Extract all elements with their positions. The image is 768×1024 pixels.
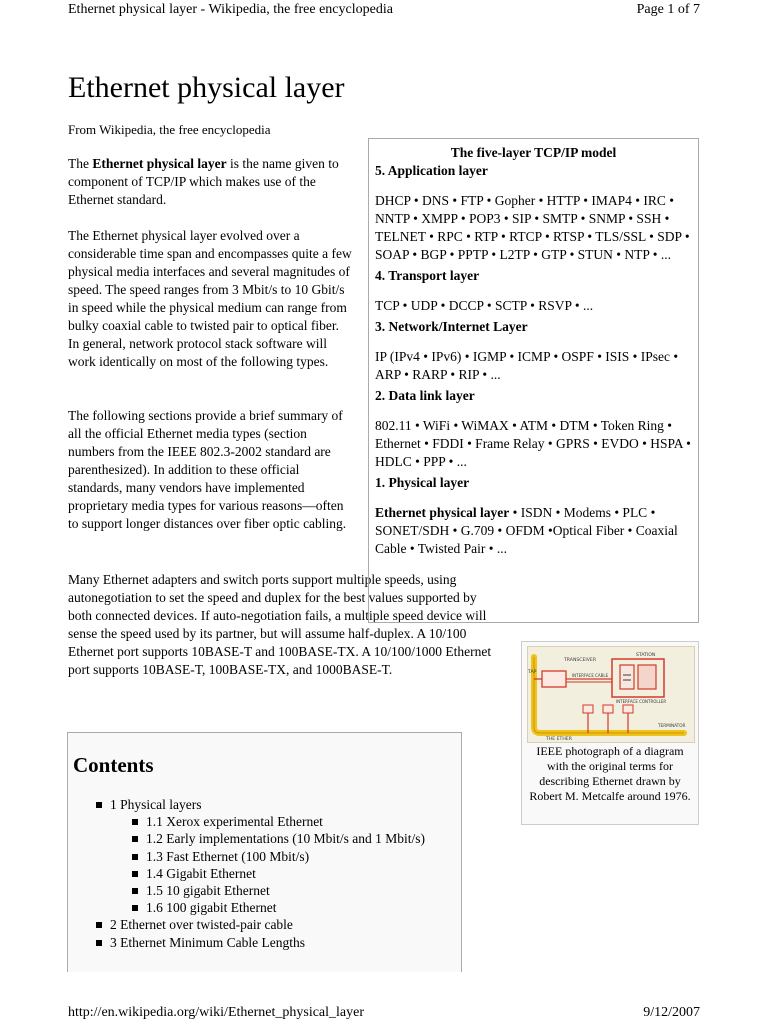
infobox-title: The five-layer TCP/IP model <box>450 145 617 160</box>
sketch-label: STATION <box>636 653 656 658</box>
page-tagline: From Wikipedia, the free encyclopedia <box>68 122 271 137</box>
toc-subitem[interactable]: 1.4 Gigabit Ethernet <box>132 865 425 882</box>
infobox-layer-heading[interactable]: 3. Network/Internet Layer <box>375 319 528 334</box>
intro-paragraph <box>68 155 350 209</box>
infobox-layer-protocols[interactable]: 802.11 • WiFi • WiMAX • ATM • DTM • Token Ring • Ethernet • FDDI • Frame Relay • GPRS • EVDO • HSPA • HDLC • PPP • ... <box>375 418 691 469</box>
print-footer-date: 9/12/2007 <box>643 1005 700 1020</box>
figure-caption: IEEE photograph of a diagram with the original terms for describing Ethernet drawn by Robert M. Metcalfe around 1976. <box>529 744 691 803</box>
print-header-title: Ethernet physical layer - Wikipedia, the free encyclopedia <box>68 2 393 17</box>
toc-subitem[interactable]: 1.3 Fast Ethernet (100 Mbit/s) <box>132 848 425 865</box>
toc-subitem[interactable]: 1.1 Xerox experimental Ethernet <box>132 813 425 830</box>
toc-subitem[interactable]: 1.2 Early implementations (10 Mbit/s and 1 Mbit/s) <box>132 830 425 847</box>
infobox-layer-protocols[interactable] <box>375 504 692 558</box>
tcpip-model-infobox <box>368 138 699 623</box>
sketch-label: THE ETHER <box>546 737 572 742</box>
sketch-label: TRANSCEIVER <box>564 658 597 663</box>
toc-item-label[interactable]: 1 Physical layers <box>110 797 202 812</box>
intro-text-start: The <box>68 156 93 171</box>
toc-item[interactable]: 2 Ethernet over twisted-pair cable <box>96 916 425 933</box>
toc-subitem[interactable]: 1.5 10 gigabit Ethernet <box>132 882 425 899</box>
ethernet-diagram-image[interactable] <box>527 646 695 743</box>
print-footer-url: http://en.wikipedia.org/wiki/Ethernet_physical_layer <box>68 1005 365 1020</box>
physical-layer-link[interactable]: Ethernet physical layer <box>375 505 510 520</box>
sketch-label: INTERFACE CABLE <box>572 673 609 678</box>
intro-text-end: is the name given to component of TCP/IP which makes use of the Ethernet standard. <box>68 156 339 207</box>
infobox-layer-protocols[interactable]: IP (IPv4 • IPv6) • IGMP • ICMP • OSPF • ISIS • IPsec • ARP • RARP • RIP • ... <box>375 349 679 382</box>
infobox-layer-heading[interactable]: 1. Physical layer <box>375 475 470 490</box>
infobox-layer-protocols[interactable]: TCP • UDP • DCCP • SCTP • RSVP • ... <box>375 298 594 313</box>
sketch-label: TERMINATOR <box>658 723 686 728</box>
evolution-paragraph: The Ethernet physical layer evolved over a considerable time span and encompasses quite a few physical media interfaces and several magnitudes of speed. The speed ranges from 3 Mbit/s to 10 Gbit/s in speed while the physical medium can range from bulky coaxial cable to twisted pair to optical fiber. In general, network protocol stack software will work identically on most of the following types. <box>68 228 352 369</box>
intro-bold-term: Ethernet physical layer <box>92 156 227 171</box>
infobox-layer-heading[interactable]: 5. Application layer <box>375 163 488 178</box>
metcalfe-figure <box>521 641 699 825</box>
page-title: Ethernet physical layer <box>68 71 345 104</box>
autonegotiation-paragraph: Many Ethernet adapters and switch ports support multiple speeds, using autonegotiation to set the speed and duplex for the best values supported by both connected devices. If auto-negotiation fails, a multiple speed device will sense the speed used by its partner, but will assume half-duplex. A 10/100 Ethernet port supports 10BASE-T and 100BASE-TX. A 10/100/1000 Ethernet port supports 10BASE-T, 100BASE-TX, and 1000BASE-T. <box>68 572 492 677</box>
toc-title: Contents <box>73 753 154 777</box>
infobox-layer-heading[interactable]: 4. Transport layer <box>375 268 480 283</box>
sketch-label: INTERFACE CONTROLLER <box>616 699 667 704</box>
toc-sublist <box>110 813 425 916</box>
print-header-page: Page 1 of 7 <box>636 2 700 17</box>
infobox-layer-heading[interactable]: 2. Data link layer <box>375 388 475 403</box>
summary-paragraph: The following sections provide a brief summary of all the official Ethernet media types (section numbers from the IEEE 802.3-2002 standard are parenthesized). In addition to these official standards, many vendors have implemented proprietary media types for various reasons—often to support longer distances over fiber optic cabling. <box>68 408 347 531</box>
infobox-layer-protocols[interactable]: DHCP • DNS • FTP • Gopher • HTTP • IMAP4 • IRC • NNTP • XMPP • POP3 • SIP • SMTP • SNMP • SSH • TELNET • RPC • RTP • RTCP • RTSP • TLS/SSL • SDP • SOAP • BGP • PPTP • L2TP • GTP • STUN • NTP • ... <box>375 193 690 262</box>
toc-subitem[interactable]: 1.6 100 gigabit Ethernet <box>132 899 425 916</box>
sketch-label: TAP <box>528 670 537 675</box>
toc-item[interactable]: 3 Ethernet Minimum Cable Lengths <box>96 934 425 951</box>
toc-list <box>96 796 425 951</box>
physical-layer-protocols: • ISDN • Modems • PLC • SONET/SDH • G.709 • OFDM •Optical Fiber • Coaxial Cable • Twisted Pair • ... <box>375 505 678 556</box>
table-of-contents <box>67 732 462 972</box>
toc-item[interactable] <box>96 796 425 916</box>
